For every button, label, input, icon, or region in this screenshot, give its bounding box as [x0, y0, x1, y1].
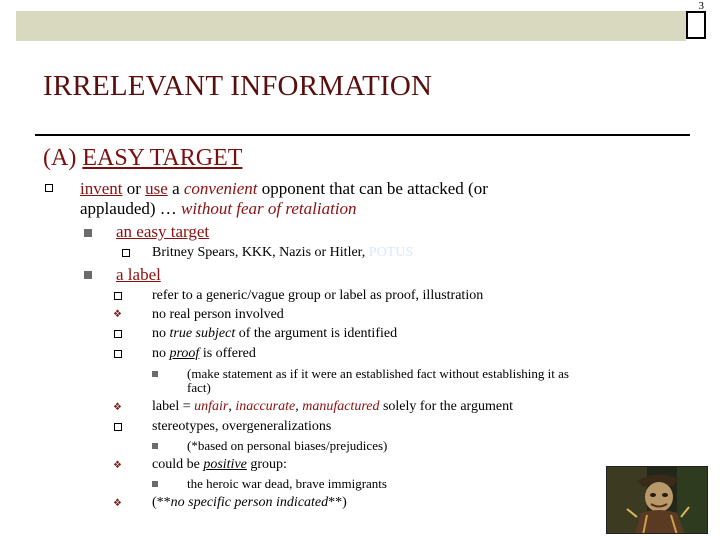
text-span: (**: [152, 495, 171, 510]
a-label-label: a label: [116, 265, 161, 284]
label-item-4-sub-line2: fact): [187, 380, 211, 395]
convenient-word: convenient: [183, 179, 258, 198]
text-span: **): [328, 495, 347, 510]
label-item-2: no real person involved: [152, 307, 284, 322]
solid-square-bullet-icon: [152, 443, 158, 449]
text-span: of the argument is identified: [235, 326, 398, 341]
solid-square-bullet-icon: [84, 229, 92, 237]
text-span: group:: [246, 457, 287, 472]
diamond-bullet-icon: ❖: [113, 402, 122, 413]
use-word: use: [145, 179, 168, 198]
text-span: is offered: [199, 346, 256, 361]
inaccurate-text: inaccurate: [235, 399, 296, 414]
label-item-1: refer to a generic/vague group or label as proof, illustration: [152, 288, 484, 303]
heading-prefix: (A): [43, 145, 83, 171]
title-divider: [35, 134, 690, 136]
section-heading: [43, 145, 242, 172]
label-item-3: [152, 326, 397, 342]
label-item-6-sub: (*based on personal biases/prejudices): [187, 438, 388, 453]
text-span: ,: [228, 399, 236, 414]
diamond-bullet-icon: ❖: [113, 498, 122, 509]
label-item-7: [152, 457, 287, 473]
text-span: ,: [295, 399, 303, 414]
unfair-text: unfair: [194, 399, 229, 414]
header-band: [16, 11, 686, 41]
label-item-6: stereotypes, overgeneralizations: [152, 419, 332, 434]
easy-target-label: an easy target: [116, 222, 210, 241]
hollow-square-bullet-icon: [114, 350, 122, 358]
label-item-5: [152, 399, 513, 415]
hollow-square-bullet-icon: [45, 184, 53, 192]
slide-number: 3: [698, 0, 704, 12]
label-item-4: [152, 346, 256, 362]
positive-text: positive: [203, 457, 247, 472]
text-span: Britney Spears, KKK, Nazis or Hitler,: [152, 245, 369, 260]
solid-square-bullet-icon: [84, 271, 92, 279]
heading-text: EASY TARGET: [82, 145, 243, 171]
text-span: opponent that can be attacked (or: [257, 179, 488, 198]
label-item-7-sub: the heroic war dead, brave immigrants: [187, 476, 387, 491]
text-span: could be: [152, 457, 204, 472]
potus-text: POTUS: [368, 245, 414, 260]
text-span: applauded) …: [80, 199, 182, 218]
label-item-8: [152, 495, 347, 511]
text-span: label =: [152, 399, 195, 414]
text-span: no: [152, 346, 170, 361]
no-specific-person-text: no specific person indicated: [170, 495, 329, 510]
text-span: a: [167, 179, 184, 198]
slide-title: IRRELEVANT INFORMATION: [43, 70, 433, 102]
text-span: solely for the argument: [379, 399, 513, 414]
solid-square-bullet-icon: [152, 481, 158, 487]
invent-word: invent: [80, 179, 123, 198]
hollow-square-bullet-icon: [114, 330, 122, 338]
scarecrow-illustration: [607, 467, 708, 534]
hollow-square-bullet-icon: [122, 249, 130, 257]
diamond-bullet-icon: ❖: [113, 309, 122, 320]
text-span: no: [152, 326, 170, 341]
easy-target-example: [152, 245, 413, 261]
main-bullet-line1: [80, 179, 488, 199]
hollow-square-bullet-icon: [114, 292, 122, 300]
manufactured-text: manufactured: [302, 399, 380, 414]
diamond-bullet-icon: ❖: [113, 460, 122, 471]
corner-box: [686, 11, 706, 39]
hollow-square-bullet-icon: [114, 423, 122, 431]
retaliation-phrase: without fear of retaliation: [181, 199, 357, 218]
label-item-4-sub-line1: (make statement as if it were an established fact without establishing it as: [187, 366, 569, 381]
proof-text: proof: [169, 346, 200, 361]
solid-square-bullet-icon: [152, 371, 158, 377]
text-span: or: [122, 179, 146, 198]
true-subject-text: true subject: [169, 326, 236, 341]
scarecrow-photo: [606, 466, 708, 534]
main-bullet-line2: [80, 199, 357, 219]
